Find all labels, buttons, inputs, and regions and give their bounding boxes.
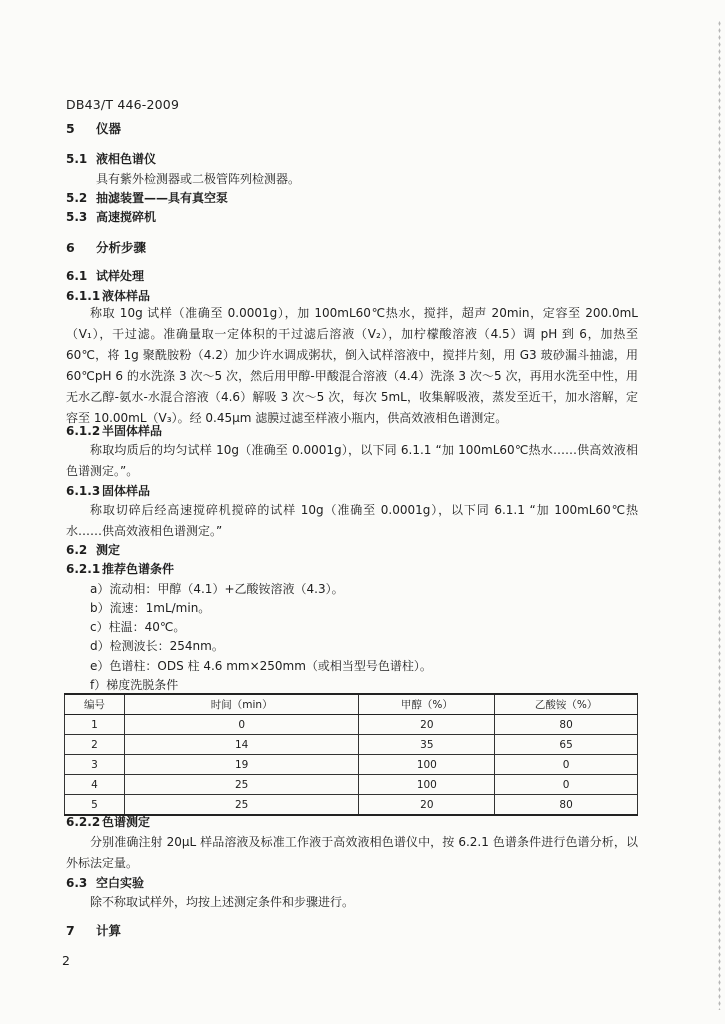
table-row (65, 735, 638, 755)
table-cell: 20 (359, 795, 495, 816)
table-cell: 25 (124, 795, 359, 816)
section-6-1-3-body: 称取切碎后经高速搅碎机搅碎的试样 10g（准确至 0.0001g），以下同 6.1.1 “加 100mL60℃热水……供高效液相色谱测定。” (66, 503, 638, 538)
section-6-2-1-heading: 6.2.1 推荐色谱条件 (66, 562, 175, 576)
section-6-1-2-heading: 6.1.2 半固体样品 (66, 424, 163, 438)
table-header-row (65, 694, 638, 715)
section-5-1-body: 具有紫外检测器或二极管阵列检测器。 (96, 172, 301, 186)
condition-item-f: f）梯度洗脱条件 (90, 678, 179, 692)
table-row (65, 755, 638, 775)
section-6-3-body: 除不称取试样外，均按上述测定条件和步骤进行。 (90, 895, 355, 909)
column-header: 乙酸铵（%） (495, 694, 638, 715)
table-row (65, 715, 638, 735)
condition-item-e: e）色谱柱：ODS 柱 4.6 mm×250mm（或相当型号色谱柱）。 (90, 659, 432, 673)
section-6-2-heading: 6.2 测定 (66, 543, 121, 557)
section-5-3-heading: 5.3 高速搅碎机 (66, 210, 157, 224)
table-cell: 0 (495, 775, 638, 795)
section-6-1-3-heading: 6.1.3 固体样品 (66, 484, 151, 498)
section-6-1-1-body: 称取 10g 试样（准确至 0.0001g），加 100mL60℃热水，搅拌，超声 20min，定容至 200.0mL（V₁），干过滤。准确量取一定体积的干过滤后溶液（V₂），加柠檬酸溶液（4.5）调 pH 到 6，加热至 60℃，将 1g 聚酰胺粉（4.2）加少许水调成粥状，倒入试样溶液中，搅拌片刻，用 G3 玻砂漏斗抽滤，用 60℃pH 6 的水洗涤 3 次～5 次，然后用甲醇-甲酸混合溶液（4.4）洗涤 3 次～5 次，再用水洗至中性，用无水乙醇-氨水-水混合溶液（4.6）解吸 3 次～5 次，每次 5mL，收集解吸液，蒸发至近干，加水溶解，定容至 10.00mL（V₃）。经 0.45μm 滤膜过滤至样液小瓶内，供高效液相色谱测定。 (66, 306, 638, 425)
table-cell: 100 (359, 775, 495, 795)
section-6-2-2-heading: 6.2.2 色谱测定 (66, 815, 151, 829)
table-cell: 80 (495, 795, 638, 816)
table-cell: 19 (124, 755, 359, 775)
table-cell: 1 (65, 715, 125, 735)
table-cell: 35 (359, 735, 495, 755)
table-cell: 25 (124, 775, 359, 795)
condition-item-a: a）流动相：甲醇（4.1）+乙酸铵溶液（4.3）。 (90, 582, 344, 596)
section-6-1-1-heading: 6.1.1 液体样品 (66, 289, 151, 303)
table-cell: 20 (359, 715, 495, 735)
table-cell: 0 (124, 715, 359, 735)
table-cell: 65 (495, 735, 638, 755)
gradient-elution-table (64, 693, 638, 816)
condition-item-c: c）柱温：40℃。 (90, 620, 186, 634)
condition-item-b: b）流速：1mL/min。 (90, 601, 211, 615)
table-cell: 0 (495, 755, 638, 775)
table-cell: 100 (359, 755, 495, 775)
table-cell: 3 (65, 755, 125, 775)
section-5-1-heading: 5.1 液相色谱仪 (66, 152, 157, 166)
table-cell: 14 (124, 735, 359, 755)
page-number: 2 (62, 953, 70, 968)
column-header: 编号 (65, 694, 125, 715)
section-6-2-2-body: 分别准确注射 20μL 样品溶液及标准工作液于高效液相色谱仪中，按 6.2.1 色谱条件进行色谱分析，以外标法定量。 (66, 835, 638, 870)
table-cell: 4 (65, 775, 125, 795)
table-row (65, 795, 638, 816)
condition-item-d: d）检测波长：254nm。 (90, 639, 224, 653)
section-5-heading: 5 仪器 (66, 121, 122, 136)
section-7-heading: 7 计算 (66, 923, 122, 938)
column-header: 甲醇（%） (359, 694, 495, 715)
table-cell: 2 (65, 735, 125, 755)
table-cell: 80 (495, 715, 638, 735)
standard-code: DB43/T 446-2009 (66, 97, 180, 112)
column-header: 时间（min） (124, 694, 359, 715)
section-6-1-2-body: 称取均质后的均匀试样 10g（准确至 0.0001g），以下同 6.1.1 “加 100mL60℃热水……供高效液相色谱测定。”。 (66, 443, 638, 478)
table-row (65, 775, 638, 795)
scan-edge-marks (718, 20, 721, 1010)
table-cell: 5 (65, 795, 125, 816)
section-6-1-heading: 6.1 试样处理 (66, 269, 145, 283)
section-6-3-heading: 6.3 空白实验 (66, 876, 145, 890)
section-6-heading: 6 分析步骤 (66, 240, 147, 255)
section-5-2-heading: 5.2 抽滤装置——具有真空泵 (66, 191, 229, 205)
